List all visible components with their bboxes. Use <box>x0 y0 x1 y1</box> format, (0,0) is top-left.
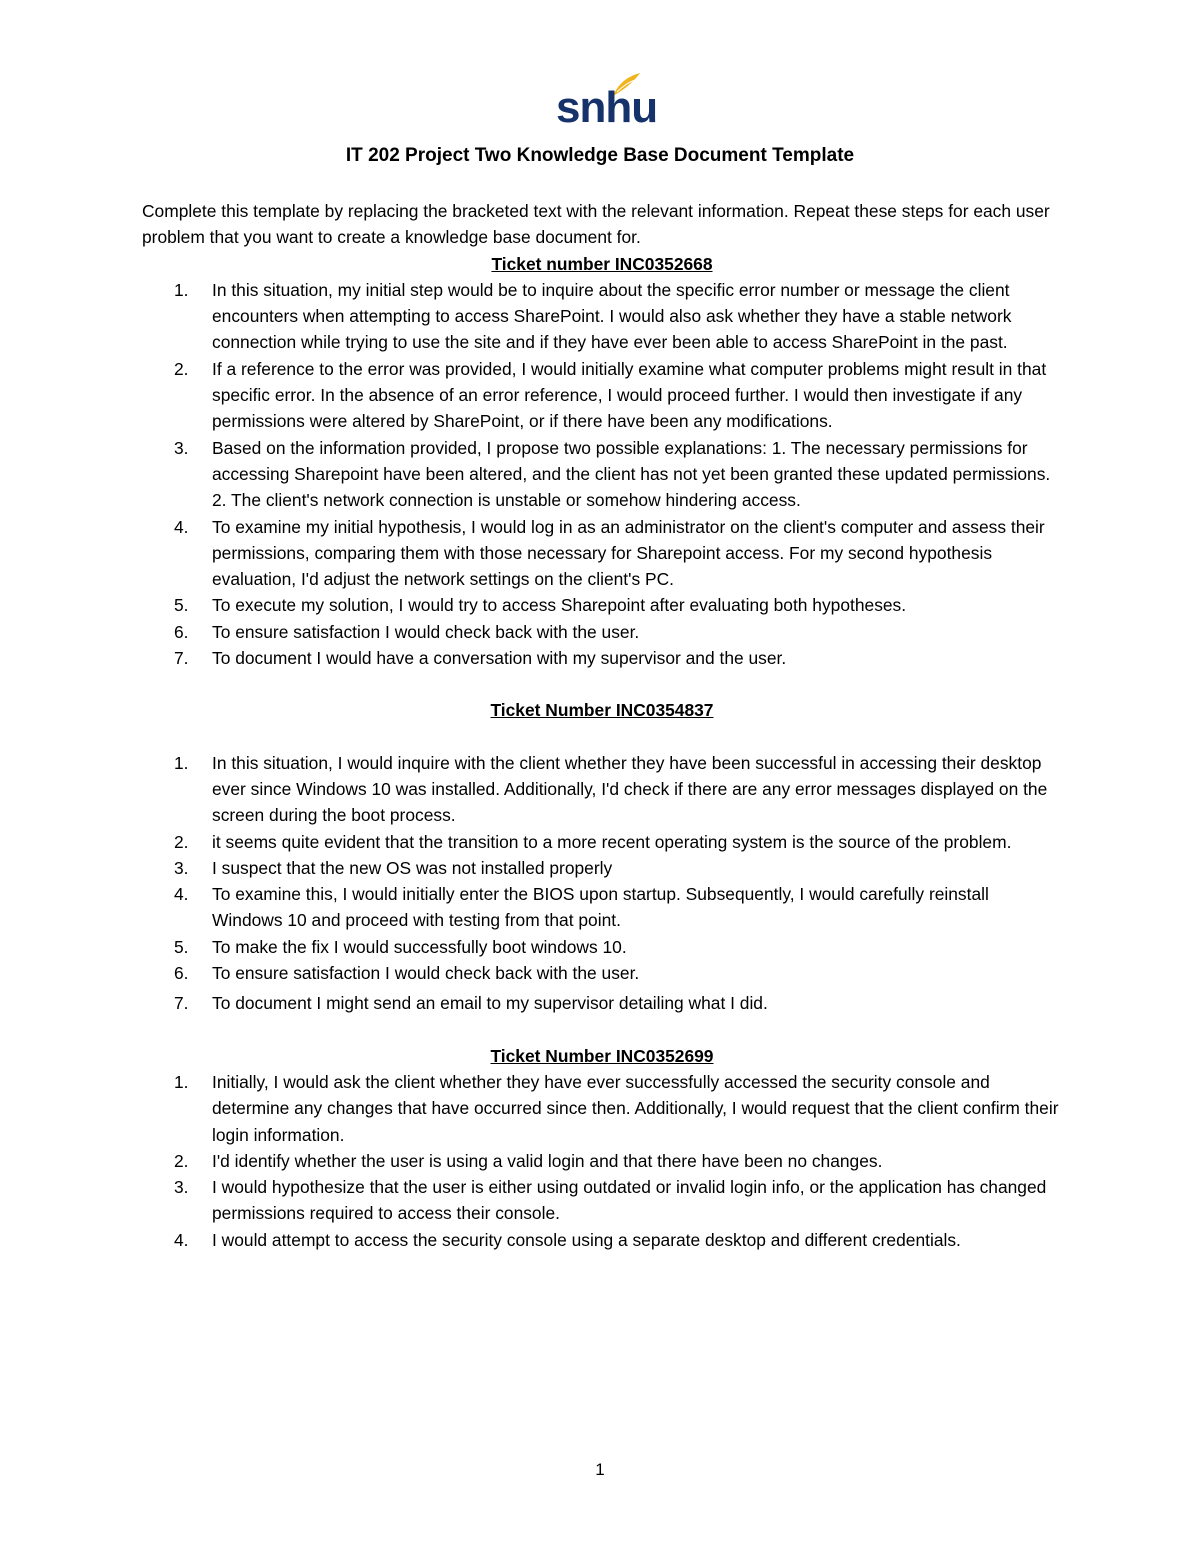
item-number: 4. <box>174 884 189 905</box>
item-text: I suspect that the new OS was not installed properly <box>212 857 613 878</box>
item-text: To execute my solution, I would try to access Sharepoint after evaluating both hypotheses. <box>212 595 907 616</box>
ticket-section <box>142 251 1062 672</box>
item-number: 2. <box>174 358 189 379</box>
item-number: 4. <box>174 1229 189 1250</box>
logo-wordmark: snhu <box>556 83 658 132</box>
item-text: If a reference to the error was provided, I would initially examine what computer problems might result in that specific error. In the absence of an error reference, I would proceed further. I would then investigate if any permissions were altered by SharePoint, or if there have been any modifications. <box>212 358 1047 432</box>
list-item <box>142 829 1062 855</box>
list-item <box>142 1069 1062 1148</box>
item-text: In this situation, my initial step would be to inquire about the specific error number or message the client encounters when attempting to access SharePoint. I would also ask whether they have a stable network connection while trying to use the site and if they have ever been able to access SharePoint in the past. <box>212 279 1012 353</box>
list-item <box>142 1148 1062 1174</box>
item-number: 7. <box>174 993 189 1014</box>
document-title: IT 202 Project Two Knowledge Base Document Template <box>345 145 855 166</box>
list-item <box>142 619 1062 645</box>
item-number: 3. <box>174 1177 189 1198</box>
item-text: To ensure satisfaction I would check back with the user. <box>212 621 640 642</box>
item-number: 3. <box>174 437 189 458</box>
item-number: 5. <box>174 936 189 957</box>
item-number: 6. <box>174 621 189 642</box>
document-body <box>142 198 1062 1253</box>
list-item <box>142 960 1062 986</box>
ticket-heading: Ticket Number INC0354837 <box>490 700 714 721</box>
steps-list <box>142 1069 1062 1253</box>
item-text: To examine my initial hypothesis, I would log in as an administrator on the client's computer and assess their permissions, comparing them with those necessary for Sharepoint access. For my second hypothesis evaluation, I'd adjust the network settings on the client's PC. <box>212 516 1045 590</box>
snhu-logo <box>556 72 658 134</box>
list-item <box>142 645 1062 671</box>
page-number: 1 <box>595 1460 605 1479</box>
ticket-heading: Ticket number INC0352668 <box>491 253 713 274</box>
ticket-heading: Ticket Number INC0352699 <box>490 1045 714 1066</box>
list-item <box>142 277 1062 356</box>
list-item <box>142 855 1062 881</box>
ticket-section <box>142 1043 1062 1253</box>
item-number: 5. <box>174 595 189 616</box>
item-number: 1. <box>174 752 189 773</box>
item-number: 3. <box>174 857 189 878</box>
item-text: I would attempt to access the security console using a separate desktop and different credentials. <box>212 1229 961 1250</box>
list-item <box>142 356 1062 435</box>
list-item <box>142 435 1062 514</box>
list-item <box>142 881 1062 934</box>
list-item <box>142 1174 1062 1227</box>
list-item <box>142 1227 1062 1253</box>
item-text: To document I might send an email to my supervisor detailing what I did. <box>212 993 768 1014</box>
item-text: it seems quite evident that the transition to a more recent operating system is the source of the problem. <box>212 831 1012 852</box>
item-number: 1. <box>174 1071 189 1092</box>
item-text: To document I would have a conversation with my supervisor and the user. <box>212 648 787 669</box>
list-item <box>142 750 1062 829</box>
steps-list <box>142 750 1062 1017</box>
list-item <box>142 514 1062 593</box>
item-text: To examine this, I would initially enter the BIOS upon startup. Subsequently, I would carefully reinstall Windows 10 and proceed with testing from that point. <box>212 884 989 931</box>
item-number: 6. <box>174 963 189 984</box>
intro-paragraph: Complete this template by replacing the bracketed text with the relevant information. Repeat these steps for each user problem that you want to create a knowledge base document for. <box>142 201 1050 248</box>
list-item <box>142 990 1062 1016</box>
item-text: I'd identify whether the user is using a valid login and that there have been no changes. <box>212 1150 883 1171</box>
item-number: 2. <box>174 1150 189 1171</box>
item-text: I would hypothesize that the user is either using outdated or invalid login info, or the application has changed permissions required to access their console. <box>212 1177 1047 1224</box>
item-text: In this situation, I would inquire with the client whether they have been successful in accessing their desktop ever since Windows 10 was installed. Additionally, I'd check if there are any error messages displayed on the screen during the boot process. <box>212 752 1048 826</box>
ticket-section <box>142 697 1062 1016</box>
steps-list <box>142 277 1062 671</box>
item-number: 4. <box>174 516 189 537</box>
item-number: 7. <box>174 648 189 669</box>
item-text: To ensure satisfaction I would check back with the user. <box>212 963 640 984</box>
item-text: Based on the information provided, I propose two possible explanations: 1. The necessary permissions for accessing Sharepoint have been altered, and the client has not yet been granted these updated permissions. 2. The client's network connection is unstable or somehow hindering access. <box>212 437 1051 511</box>
list-item <box>142 592 1062 618</box>
item-number: 2. <box>174 831 189 852</box>
item-text: Initially, I would ask the client whether they have ever successfully accessed the security console and determine any changes that have occurred since then. Additionally, I would request that the client confirm their login information. <box>212 1071 1059 1145</box>
list-item <box>142 934 1062 960</box>
item-number: 1. <box>174 279 189 300</box>
item-text: To make the fix I would successfully boot windows 10. <box>212 936 627 957</box>
